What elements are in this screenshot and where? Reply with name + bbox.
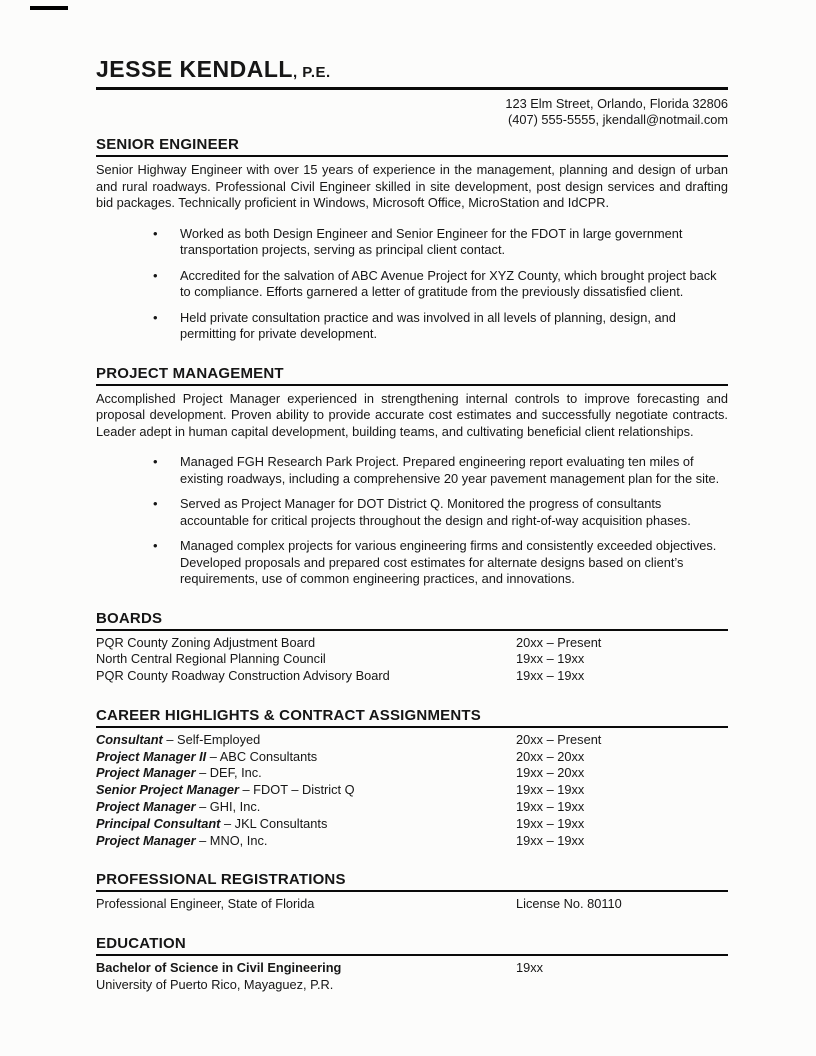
job-company: – ABC Consultants	[206, 748, 318, 764]
board-title: PQR County Zoning Adjustment Board	[96, 634, 316, 650]
bullet-item: • Held private consultation practice and was involved in all levels of planning, design, and permitting for private development.	[180, 310, 728, 343]
board-dates: 19xx – 19xx	[516, 668, 585, 684]
summary-paragraph: Accomplished Project Manager experienced in strengthening internal controls to improve forecasting and proposal development. Proven ability to provide accurate cost estimates and successfully negotiate contracts. Leader adept in human capital development, building teams, and cultivating beneficial client relationships.	[96, 390, 728, 439]
section-project-management	[96, 365, 728, 588]
board-row	[96, 668, 728, 685]
job-company: – MNO, Inc.	[195, 832, 268, 848]
bullet-item: • Accredited for the salvation of ABC Avenue Project for XYZ County, which brought project back to compliance. Efforts garnered a letter of gratitude from the previously dissatisfied client.	[180, 268, 728, 301]
board-dates: 19xx – 19xx	[516, 651, 585, 667]
career-row	[96, 833, 728, 850]
career-title-line	[96, 833, 516, 850]
registration-title: Professional Engineer, State of Florida	[96, 896, 315, 912]
board-title: North Central Regional Planning Council	[96, 651, 326, 667]
bullet-item: • Worked as both Design Engineer and Senior Engineer for the FDOT in large government transportation projects, serving as principal client contact.	[180, 226, 728, 259]
career-row	[96, 732, 728, 749]
job-dates: 20xx – Present	[516, 731, 602, 747]
board-dates: 20xx – Present	[516, 634, 602, 650]
section-senior-engineer	[96, 136, 728, 343]
bullet-item: • Managed FGH Research Park Project. Prepared engineering report evaluating ten miles of existing roadways, including a comprehensive 20 year pavement management plan for the site.	[180, 454, 728, 487]
career-title-line	[96, 765, 516, 782]
bullet-item: • Served as Project Manager for DOT District Q. Monitored the progress of consultants accountable for critical projects throughout the design and right-of-way acquisition phases.	[180, 496, 728, 529]
education-row	[96, 960, 728, 977]
career-row	[96, 799, 728, 816]
job-title: Senior Project Manager	[96, 782, 239, 798]
job-company: – GHI, Inc.	[195, 799, 261, 815]
career-title-line	[96, 732, 516, 749]
job-company: – FDOT – District Q	[238, 782, 355, 798]
section-career-highlights	[96, 707, 728, 850]
registration-rows	[96, 896, 728, 913]
summary-paragraph: Senior Highway Engineer with over 15 years of experience in the management, planning and design of urban and rural roadways. Professional Civil Engineer skilled in site development, post design services and drafting bid packages. Technically proficient in Windows, Microsoft Office, MicroStation and IdCPR.	[96, 162, 728, 210]
job-title: Project Manager	[96, 799, 196, 815]
person-credential: , P.E.	[292, 64, 331, 81]
section-rule	[96, 890, 728, 892]
degree-title: Bachelor of Science in Civil Engineering	[96, 960, 342, 976]
section-professional-registrations	[96, 871, 728, 913]
person-name: JESSE KENDALL	[96, 56, 293, 82]
section-rule	[96, 155, 728, 157]
bullet-item: • Managed complex projects for various engineering firms and consistently exceeded objectives. Developed proposals and prepared cost estimates for alternate designs based on client’s requirements, use of common engineering practices, and innovations.	[180, 538, 728, 588]
job-company: – Self-Employed	[162, 731, 261, 747]
board-row	[96, 651, 728, 668]
scan-artifact-mark	[30, 6, 68, 10]
section-rule	[96, 726, 728, 728]
job-dates: 19xx – 19xx	[516, 799, 585, 815]
section-rule	[96, 954, 728, 956]
education-rows	[96, 960, 728, 994]
job-company: – JKL Consultants	[220, 815, 328, 831]
registration-license: License No. 80110	[516, 896, 622, 912]
school-name: University of Puerto Rico, Mayaguez, P.R.	[96, 977, 334, 993]
career-title-line	[96, 782, 516, 799]
bullet-list	[180, 454, 728, 588]
bullet-list	[180, 226, 728, 343]
career-row	[96, 749, 728, 766]
career-title-line	[96, 749, 516, 766]
section-rule	[96, 629, 728, 631]
boards-rows	[96, 635, 728, 685]
section-heading: EDUCATION	[96, 935, 186, 953]
job-dates: 19xx – 20xx	[516, 765, 585, 781]
board-row	[96, 635, 728, 652]
job-title: Consultant	[96, 731, 163, 747]
section-heading: BOARDS	[96, 609, 163, 627]
contact-block	[96, 96, 728, 128]
job-dates: 20xx – 20xx	[516, 748, 585, 764]
career-title-line	[96, 799, 516, 816]
job-title: Project Manager II	[96, 748, 207, 764]
section-rule	[96, 384, 728, 386]
board-title: PQR County Roadway Construction Advisory Board	[96, 668, 390, 684]
section-heading: PROFESSIONAL REGISTRATIONS	[96, 871, 346, 889]
header	[96, 56, 728, 83]
job-dates: 19xx – 19xx	[516, 832, 585, 848]
section-education	[96, 935, 728, 994]
degree-dates: 19xx	[516, 960, 544, 976]
section-heading: SENIOR ENGINEER	[96, 136, 240, 153]
contact-phone-email: (407) 555-5555, jkendall@notmail.com	[508, 112, 728, 127]
section-heading: PROJECT MANAGEMENT	[96, 364, 284, 382]
header-rule	[96, 87, 728, 90]
career-rows	[96, 732, 728, 850]
job-title: Project Manager	[96, 765, 196, 781]
job-dates: 19xx – 19xx	[516, 815, 585, 831]
job-title: Principal Consultant	[96, 815, 221, 831]
career-row	[96, 782, 728, 799]
section-heading: CAREER HIGHLIGHTS & CONTRACT ASSIGNMENTS	[96, 706, 481, 724]
contact-address: 123 Elm Street, Orlando, Florida 32806	[505, 96, 728, 111]
job-dates: 19xx – 19xx	[516, 782, 585, 798]
career-row	[96, 765, 728, 782]
career-row	[96, 816, 728, 833]
section-boards	[96, 610, 728, 685]
job-company: – DEF, Inc.	[195, 765, 262, 781]
career-title-line	[96, 816, 516, 833]
job-title: Project Manager	[96, 832, 196, 848]
registration-row	[96, 896, 728, 913]
